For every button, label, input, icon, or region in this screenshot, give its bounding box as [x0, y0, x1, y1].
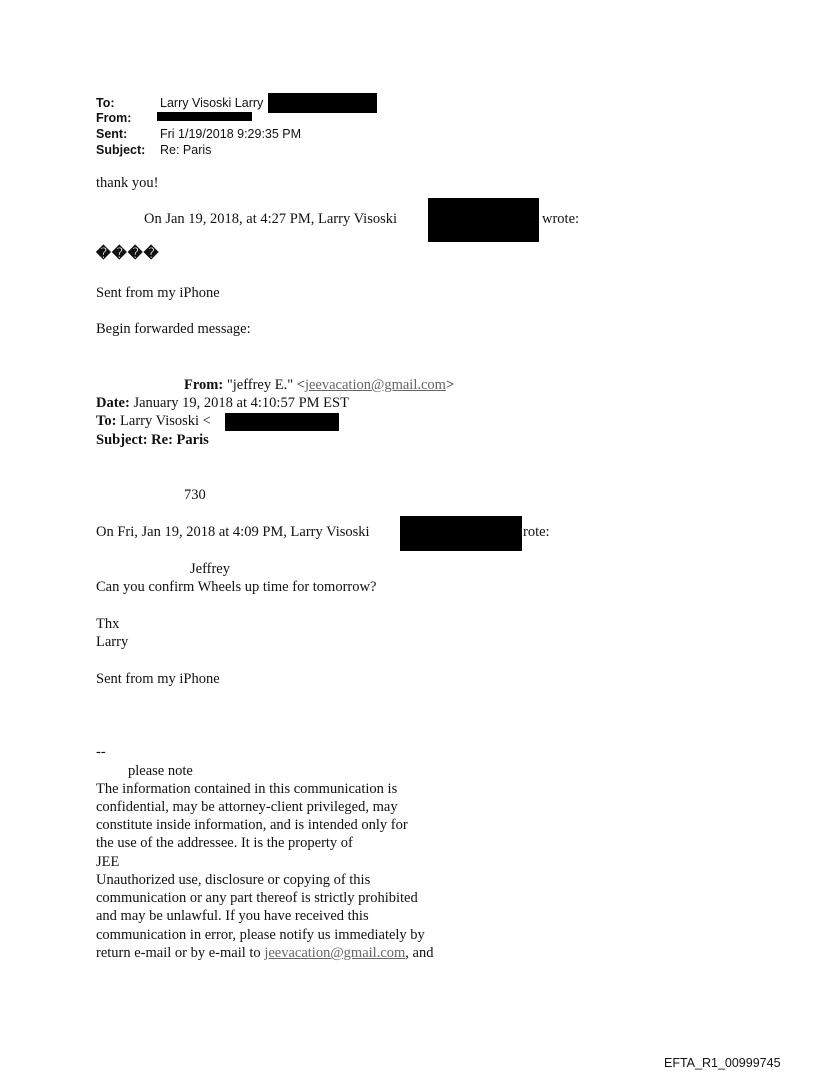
thx: Thx — [96, 616, 120, 632]
disclaimer-line: confidential, may be attorney-client privileged, may — [96, 799, 398, 815]
garbled-characters: ���� — [96, 246, 160, 262]
disclaimer-email-link[interactable]: jeevacation@gmail.com — [264, 945, 406, 961]
fwd-date-line — [96, 395, 349, 412]
fwd-date-label: Date: — [96, 395, 130, 411]
number-text: 730 — [184, 487, 206, 503]
signoff: Larry — [96, 634, 129, 650]
signature-dashes: -- — [96, 744, 106, 760]
fwd-to-line — [96, 413, 211, 430]
disclaimer-line: constitute inside information, and is intended only for — [96, 817, 408, 833]
fwd-to-label: To: — [96, 413, 117, 429]
disclaimer-line: communication or any part thereof is strictly prohibited — [96, 890, 418, 906]
disclaimer-line: The information contained in this communication is — [96, 781, 398, 797]
quote1-intro: On Jan 19, 2018, at 4:27 PM, Larry Visoski — [144, 211, 398, 227]
disclaimer-last-suffix: , and — [405, 945, 434, 961]
question: Can you confirm Wheels up time for tomorrow? — [96, 579, 377, 595]
subject-label: Subject: — [96, 143, 146, 157]
sent-value: Fri 1/19/2018 9:29:35 PM — [160, 127, 302, 141]
disclaimer-line: Unauthorized use, disclosure or copying of this — [96, 872, 371, 888]
reply-text: thank you! — [96, 175, 159, 191]
redaction-box — [400, 516, 522, 551]
redaction-box — [428, 198, 539, 242]
disclaimer-line: JEE — [96, 854, 120, 870]
disclaimer-line: and may be unlawful. If you have received this — [96, 908, 369, 924]
sent-from-iphone: Sent from my iPhone — [96, 285, 220, 301]
redaction-box — [268, 93, 377, 113]
disclaimer-line: communication in error, please notify us immediately by — [96, 927, 425, 943]
begin-forwarded: Begin forwarded message: — [96, 321, 251, 337]
quote2-wrote: rote: — [523, 524, 550, 540]
fwd-from-name: "jeffrey E." < — [226, 377, 305, 393]
sent-label: Sent: — [96, 127, 128, 141]
subject-value: Re: Paris — [160, 143, 212, 157]
redaction-box — [157, 112, 252, 121]
to-label: To: — [96, 96, 115, 110]
please-note: please note — [128, 763, 193, 779]
fwd-from-email-link[interactable]: jeevacation@gmail.com — [304, 377, 446, 393]
disclaimer-last-line — [96, 945, 433, 962]
disclaimer-line: the use of the addressee. It is the property of — [96, 835, 353, 851]
fwd-subject: Subject: Re: Paris — [96, 432, 209, 448]
sent-from-iphone-2: Sent from my iPhone — [96, 671, 220, 687]
greeting: Jeffrey — [190, 561, 230, 577]
bates-number: EFTA_R1_00999745 — [664, 1056, 781, 1070]
fwd-to-value: Larry Visoski < — [120, 413, 211, 429]
fwd-from-label: From: — [184, 377, 224, 393]
to-value: Larry Visoski Larry — [160, 96, 264, 110]
fwd-from-close: > — [445, 377, 455, 393]
fwd-date-value: January 19, 2018 at 4:10:57 PM EST — [133, 395, 349, 411]
quote1-wrote: wrote: — [542, 211, 580, 227]
quote2-intro: On Fri, Jan 19, 2018 at 4:09 PM, Larry Visoski — [96, 524, 370, 540]
disclaimer-last-prefix: return e-mail or by e-mail to — [96, 945, 265, 961]
from-label: From: — [96, 111, 132, 125]
redaction-box — [225, 413, 339, 431]
fwd-from-line — [184, 377, 454, 394]
